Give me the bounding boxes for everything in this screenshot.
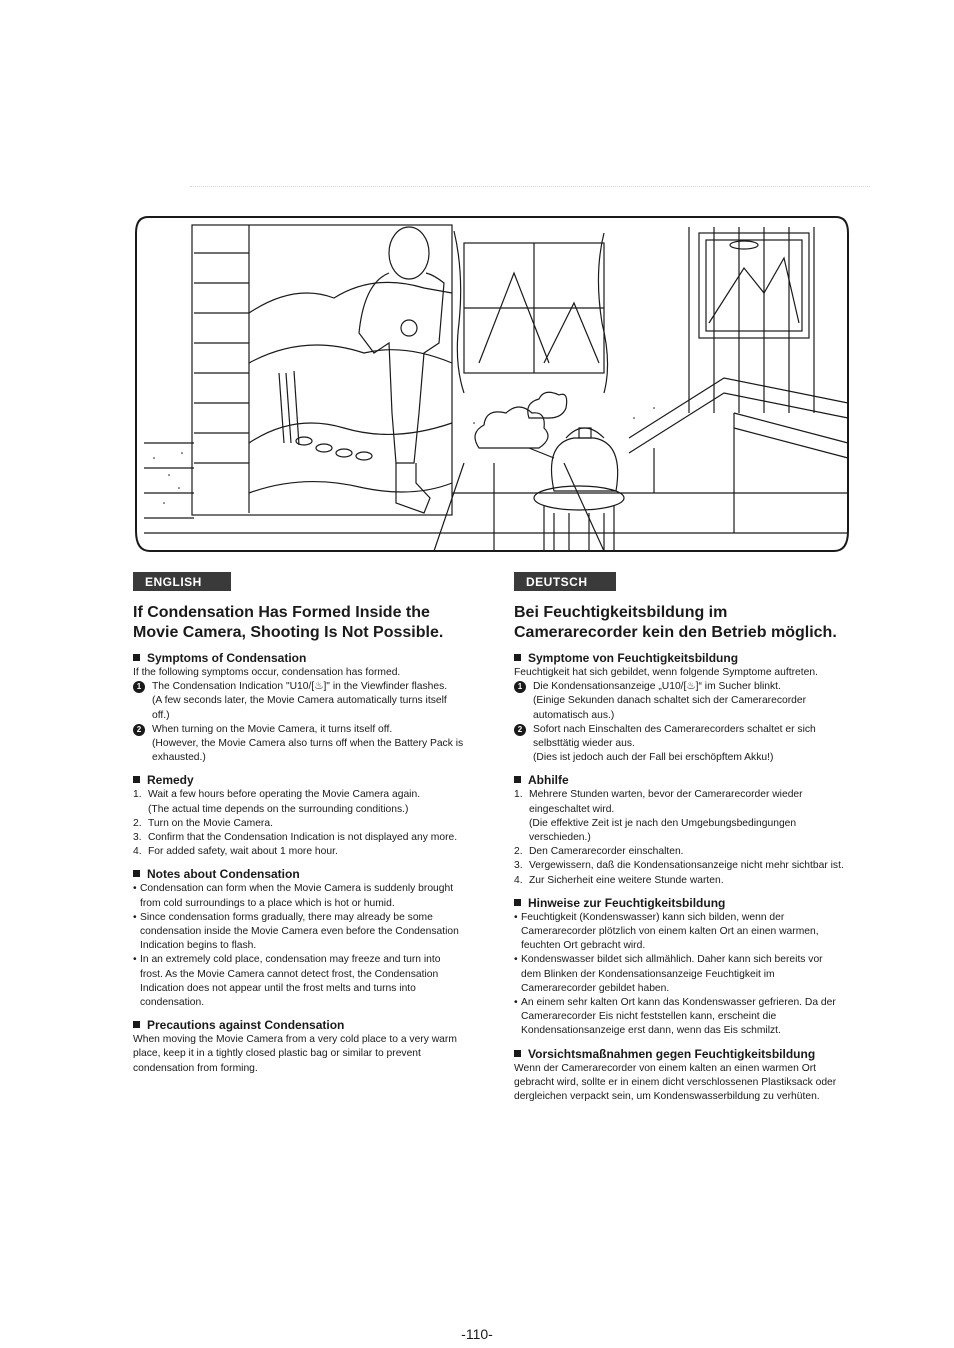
deutsch-remedy-heading: Abhilfe: [514, 773, 844, 787]
list-item: • Kondenswasser bildet sich allmählich. Daher kann sich bereits vor dem Blinken der Kondensationsanzeige Feuchtigkeit im Camerarecorder gebildet haben.: [514, 953, 844, 996]
deutsch-symptoms-section: [514, 651, 844, 765]
deutsch-remedy-section: [514, 773, 844, 887]
item-note: (Dies ist jedoch auch der Fall bei erschöpftem Akku!): [533, 752, 774, 764]
english-precautions-text: When moving the Movie Camera from a very cold place to a very warm place, keep it in a tightly closed plastic bag or similar to prevent condensation from forming.: [133, 1034, 457, 1074]
list-item: • In an extremely cold place, condensation may freeze and turn into frost. As the Movie Camera cannot detect frost, the Condensation Indication does not appear until the frost melts and turns into condensation.: [133, 953, 465, 1010]
list-item: 1. Mehrere Stunden warten, bevor der Camerarecorder wieder eingeschaltet wird. (Die effektive Zeit ist je nach den Umgebungsbedingungen verschieden.): [514, 789, 803, 844]
item-text: When turning on the Movie Camera, it turns itself off.: [152, 723, 393, 735]
square-bullet-icon: [133, 870, 140, 877]
square-bullet-icon: [514, 899, 521, 906]
list-item: [133, 723, 465, 766]
square-bullet-icon: [133, 1021, 140, 1028]
deutsch-symptoms-intro: Feuchtigkeit hat sich gebildet, wenn folgende Symptome auftreten.: [514, 667, 818, 678]
deutsch-notes-section: [514, 896, 844, 1039]
language-tag-english: ENGLISH: [133, 572, 231, 591]
deutsch-precautions-heading: Vorsichtsmaßnahmen gegen Feuchtigkeitsbildung: [514, 1047, 844, 1061]
deutsch-main-title: Bei Feuchtigkeitsbildung im Camerarecorder kein den Betrieb möglich.: [514, 604, 837, 641]
list-item: 2. Den Camerarecorder einschalten.: [514, 846, 684, 858]
item-note: (A few seconds later, the Movie Camera automatically turns itself off.): [152, 695, 447, 721]
numbered-circle-icon: 2: [514, 724, 526, 736]
list-item: 1. Wait a few hours before operating the Movie Camera again. (The actual time depends on the surrounding conditions.): [133, 789, 421, 815]
square-bullet-icon: [514, 654, 521, 661]
english-precautions-heading: Precautions against Condensation: [133, 1018, 465, 1032]
numbered-circle-icon: 2: [133, 724, 145, 736]
english-column: [133, 572, 465, 1076]
item-text: The Condensation Indication "U10/[♨]" in the Viewfinder flashes.: [152, 681, 448, 693]
list-item: 4. Zur Sicherheit eine weitere Stunde warten.: [514, 874, 724, 886]
list-item: • Feuchtigkeit (Kondenswasser) kann sich bilden, wenn der Camerarecorder plötzlich von einem kalten Ort an einen warmen, feuchten Ort gebracht wird.: [514, 911, 844, 954]
list-item: 2. Turn on the Movie Camera.: [133, 817, 273, 829]
square-bullet-icon: [133, 654, 140, 661]
numbered-circle-icon: 1: [514, 681, 526, 693]
deutsch-precautions-section: [514, 1047, 844, 1105]
english-notes-heading: Notes about Condensation: [133, 867, 465, 881]
english-remedy-section: [133, 773, 465, 859]
english-notes-section: [133, 867, 465, 1010]
deutsch-symptoms-heading: Symptome von Feuchtigkeitsbildung: [514, 651, 844, 665]
list-item: [514, 723, 844, 766]
english-symptoms-section: [133, 651, 465, 765]
english-main-title: If Condensation Has Formed Inside the Movie Camera, Shooting Is Not Possible.: [133, 604, 444, 641]
english-symptoms-intro: If the following symptoms occur, condensation has formed.: [133, 667, 401, 678]
page-number: -110-: [461, 1326, 493, 1342]
list-item: [514, 680, 844, 723]
list-item: 3. Vergewissern, daß die Kondensationsanzeige nicht mehr sichtbar ist.: [514, 860, 844, 872]
numbered-circle-icon: 1: [133, 681, 145, 693]
square-bullet-icon: [133, 776, 140, 783]
deutsch-precautions-text: Wenn der Camerarecorder von einem kalten an einen warmen Ort gebracht wird, sollte er in einem dicht verschlossenen Plastiksack oder dergleichen verpackt sein, um Kondenswasserbildung zu verhüten.: [514, 1062, 837, 1103]
square-bullet-icon: [514, 776, 521, 783]
item-text: Sofort nach Einschalten des Camerarecorders schaltet er sich selbsttätig wieder aus.: [533, 723, 816, 750]
list-item: • An einem sehr kalten Ort kann das Kondenswasser gefrieren. Da der Camerarecorder Eis nicht feststellen kann, erscheint die Kondensationsanzeige erst dann, wenn das Eis schmilzt.: [514, 996, 844, 1039]
list-item: [133, 680, 465, 723]
list-item: 4. For added safety, wait about 1 more hour.: [133, 846, 338, 858]
deutsch-notes-heading: Hinweise zur Feuchtigkeitsbildung: [514, 896, 844, 910]
item-note: (Einige Sekunden danach schaltet sich der Camerarecorder automatisch aus.): [533, 695, 807, 721]
scan-artifact-line: [190, 186, 870, 188]
deutsch-column: [514, 572, 844, 1104]
english-precautions-section: [133, 1018, 465, 1076]
list-item: • Condensation can form when the Movie Camera is suddenly brought from cold surroundings to a place which is hot or humid.: [133, 882, 465, 910]
english-symptoms-heading: Symptoms of Condensation: [133, 651, 465, 665]
list-item: 3. Confirm that the Condensation Indication is not displayed any more.: [133, 832, 458, 844]
english-remedy-heading: Remedy: [133, 773, 465, 787]
list-item: • Since condensation forms gradually, there may already be some condensation inside the Movie Camera even before the Condensation Indication begins to flash.: [133, 911, 465, 954]
condensation-scene-illustration: [134, 213, 850, 555]
square-bullet-icon: [514, 1050, 521, 1057]
language-tag-deutsch: DEUTSCH: [514, 572, 616, 591]
item-text: Die Kondensationsanzeige „U10/[♨]“ im Sucher blinkt.: [533, 681, 781, 693]
item-note: (However, the Movie Camera also turns off when the Battery Pack is exhausted.): [152, 738, 464, 764]
